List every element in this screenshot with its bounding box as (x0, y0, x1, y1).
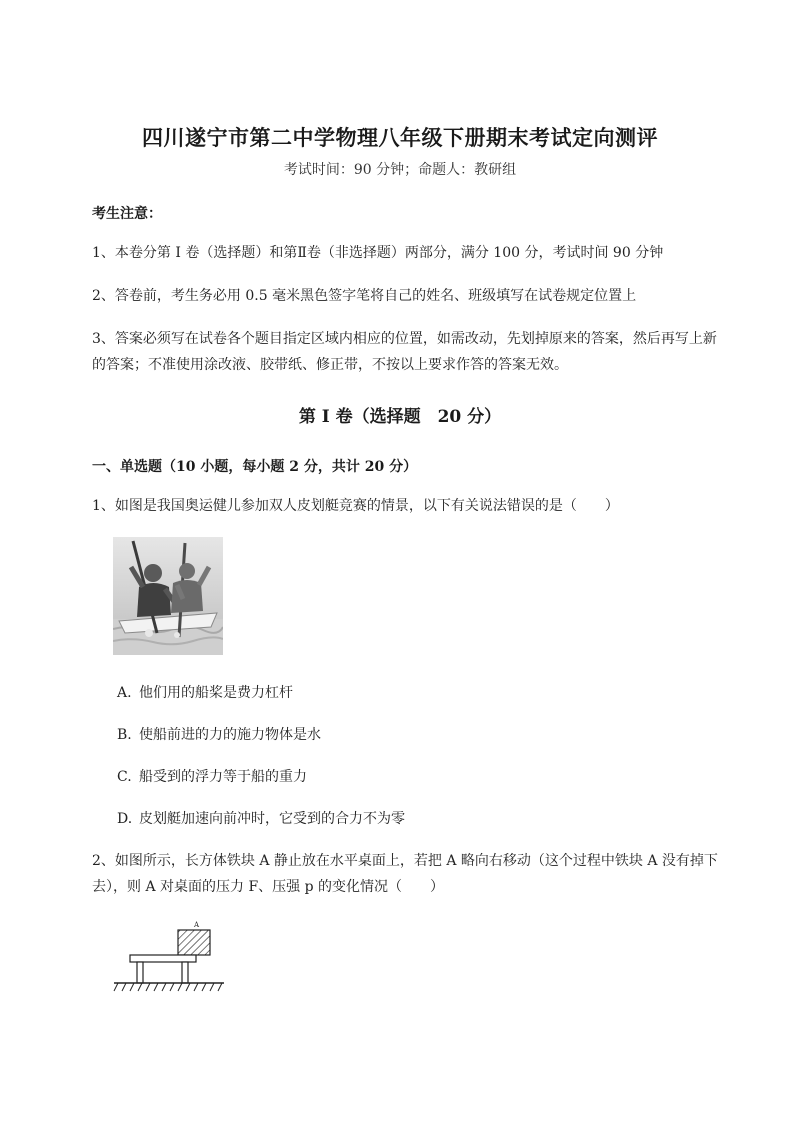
option-text: 船受到的浮力等于船的重力 (139, 769, 307, 785)
option-letter: C. (117, 769, 132, 785)
notice-item-3: 3、答案必须写在试卷各个题目指定区域内相应的位置，如需改动，先划掉原来的答案，然后再写上新的答案；不准使用涂改液、胶带纸、修正带，不按以上要求作答的答案无效。 (92, 331, 717, 373)
table-top (130, 955, 196, 962)
table-leg-right (182, 962, 188, 983)
table-block-diagram (110, 915, 230, 1000)
page-title: 四川遂宁市第二中学物理八年级下册期末考试定向测评 (142, 125, 658, 150)
question-1-stem: 1、如图是我国奥运健儿参加双人皮划艇竞赛的情景，以下有关说法错误的是（ ） (92, 498, 619, 514)
section-title: 第 I 卷（选择题 20 分） (298, 407, 502, 427)
notice-heading: 考生注意： (92, 206, 162, 222)
block-label: A (194, 921, 200, 929)
notice-item-1: 1、本卷分第 I 卷（选择题）和第Ⅱ卷（非选择题）两部分，满分 100 分，考试时间 90 分钟 (92, 245, 664, 261)
iron-block (178, 930, 210, 955)
part-heading: 一、单选题（10 小题，每小题 2 分，共计 20 分） (92, 459, 418, 475)
question-2-stem: 2、如图所示，长方体铁块 A 静止放在水平桌面上，若把 A 略向右移动（这个过程中铁块 A 没有掉下去），则 A 对桌面的压力 F、压强 p 的变化情况（ ） (92, 853, 718, 895)
table-leg-left (137, 962, 143, 983)
option-letter: A. (117, 685, 132, 701)
option-d (117, 808, 405, 828)
option-text: 他们用的船桨是费力杠杆 (139, 685, 293, 701)
exam-info: 考试时间：90 分钟；命题人：教研组 (283, 162, 517, 178)
option-letter: B. (117, 727, 132, 743)
notice-item-2: 2、答卷前，考生务必用 0.5 毫米黑色签字笔将自己的姓名、班级填写在试卷规定位置上 (92, 288, 637, 304)
option-letter: D. (117, 811, 133, 827)
option-b (117, 724, 321, 744)
option-text: 皮划艇加速向前冲时，它受到的合力不为零 (139, 811, 405, 827)
kayak-photo-image (113, 537, 223, 655)
option-c (117, 766, 307, 786)
kayak-photo (113, 537, 223, 655)
ground-hatch (114, 983, 222, 991)
option-a (117, 682, 293, 702)
option-text: 使船前进的力的施力物体是水 (139, 727, 321, 743)
